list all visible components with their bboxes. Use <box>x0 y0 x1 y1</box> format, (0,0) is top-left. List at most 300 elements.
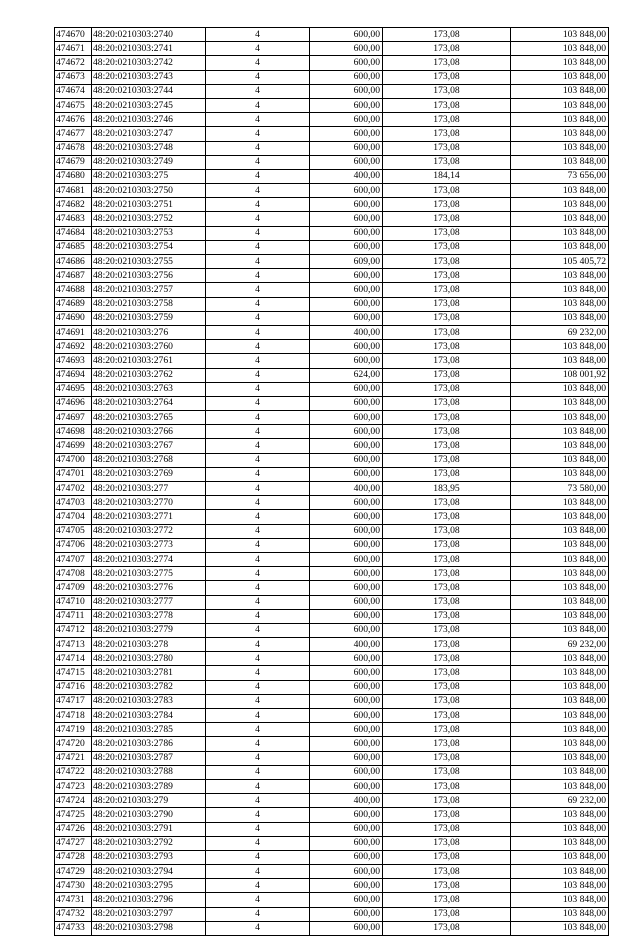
cadastral-number-cell: 48:20:0210303:2787 <box>92 751 206 765</box>
area-cell: 600,00 <box>310 411 383 425</box>
cadastral-number-cell: 48:20:0210303:2749 <box>92 155 206 169</box>
table-row <box>55 42 609 56</box>
area-cell: 624,00 <box>310 368 383 382</box>
row-number-cell: 474692 <box>55 340 92 354</box>
rate-cell: 173,08 <box>383 581 511 595</box>
category-cell: 4 <box>206 850 310 864</box>
rate-cell: 173,08 <box>383 808 511 822</box>
rate-cell: 173,08 <box>383 141 511 155</box>
area-cell: 600,00 <box>310 623 383 637</box>
value-cell: 103 848,00 <box>511 879 609 893</box>
table-row <box>55 779 609 793</box>
row-number-cell: 474730 <box>55 879 92 893</box>
cadastral-number-cell: 48:20:0210303:2775 <box>92 567 206 581</box>
table-body <box>55 28 609 936</box>
cadastral-number-cell: 48:20:0210303:2769 <box>92 467 206 481</box>
area-cell: 600,00 <box>310 198 383 212</box>
area-cell: 600,00 <box>310 84 383 98</box>
area-cell: 600,00 <box>310 680 383 694</box>
cadastral-number-cell: 48:20:0210303:2756 <box>92 269 206 283</box>
table-row <box>55 240 609 254</box>
cadastral-number-cell: 48:20:0210303:2752 <box>92 212 206 226</box>
row-number-cell: 474671 <box>55 42 92 56</box>
cadastral-number-cell: 48:20:0210303:2774 <box>92 552 206 566</box>
value-cell: 103 848,00 <box>511 836 609 850</box>
category-cell: 4 <box>206 269 310 283</box>
cadastral-number-cell: 48:20:0210303:2784 <box>92 709 206 723</box>
cadastral-number-cell: 48:20:0210303:2786 <box>92 737 206 751</box>
row-number-cell: 474720 <box>55 737 92 751</box>
area-cell: 600,00 <box>310 538 383 552</box>
value-cell: 103 848,00 <box>511 411 609 425</box>
rate-cell: 184,14 <box>383 169 511 183</box>
area-cell: 600,00 <box>310 850 383 864</box>
area-cell: 600,00 <box>310 822 383 836</box>
area-cell: 600,00 <box>310 113 383 127</box>
table-row <box>55 411 609 425</box>
table-row <box>55 822 609 836</box>
value-cell: 103 848,00 <box>511 737 609 751</box>
row-number-cell: 474688 <box>55 283 92 297</box>
table-row <box>55 609 609 623</box>
category-cell: 4 <box>206 751 310 765</box>
row-number-cell: 474719 <box>55 723 92 737</box>
rate-cell: 173,08 <box>383 765 511 779</box>
category-cell: 4 <box>206 240 310 254</box>
value-cell: 103 848,00 <box>511 623 609 637</box>
category-cell: 4 <box>206 411 310 425</box>
rate-cell: 173,08 <box>383 113 511 127</box>
cadastral-number-cell: 48:20:0210303:2781 <box>92 666 206 680</box>
cadastral-number-cell: 48:20:0210303:2761 <box>92 354 206 368</box>
area-cell: 600,00 <box>310 283 383 297</box>
cadastral-number-cell: 48:20:0210303:279 <box>92 794 206 808</box>
table-row <box>55 184 609 198</box>
rate-cell: 183,95 <box>383 482 511 496</box>
value-cell: 103 848,00 <box>511 439 609 453</box>
rate-cell: 173,08 <box>383 822 511 836</box>
cadastral-number-cell: 48:20:0210303:2750 <box>92 184 206 198</box>
rate-cell: 173,08 <box>383 325 511 339</box>
rate-cell: 173,08 <box>383 623 511 637</box>
rate-cell: 173,08 <box>383 907 511 921</box>
category-cell: 4 <box>206 638 310 652</box>
row-number-cell: 474699 <box>55 439 92 453</box>
row-number-cell: 474703 <box>55 496 92 510</box>
value-cell: 103 848,00 <box>511 42 609 56</box>
cadastral-number-cell: 48:20:0210303:276 <box>92 325 206 339</box>
value-cell: 103 848,00 <box>511 396 609 410</box>
table-row <box>55 567 609 581</box>
rate-cell: 173,08 <box>383 779 511 793</box>
table-row <box>55 765 609 779</box>
category-cell: 4 <box>206 652 310 666</box>
rate-cell: 173,08 <box>383 609 511 623</box>
area-cell: 600,00 <box>310 311 383 325</box>
table-row <box>55 155 609 169</box>
value-cell: 103 848,00 <box>511 921 609 935</box>
table-row <box>55 751 609 765</box>
category-cell: 4 <box>206 70 310 84</box>
row-number-cell: 474704 <box>55 510 92 524</box>
table-row <box>55 439 609 453</box>
category-cell: 4 <box>206 538 310 552</box>
area-cell: 600,00 <box>310 836 383 850</box>
rate-cell: 173,08 <box>383 666 511 680</box>
table-row <box>55 694 609 708</box>
category-cell: 4 <box>206 396 310 410</box>
cadastral-number-cell: 48:20:0210303:2776 <box>92 581 206 595</box>
area-cell: 600,00 <box>310 396 383 410</box>
area-cell: 600,00 <box>310 240 383 254</box>
value-cell: 103 848,00 <box>511 113 609 127</box>
row-number-cell: 474712 <box>55 623 92 637</box>
table-row <box>55 127 609 141</box>
value-cell: 103 848,00 <box>511 311 609 325</box>
cadastral-number-cell: 48:20:0210303:2740 <box>92 28 206 42</box>
area-cell: 600,00 <box>310 127 383 141</box>
cadastral-number-cell: 48:20:0210303:2772 <box>92 524 206 538</box>
cadastral-number-cell: 48:20:0210303:2748 <box>92 141 206 155</box>
cadastral-number-cell: 48:20:0210303:2789 <box>92 779 206 793</box>
row-number-cell: 474685 <box>55 240 92 254</box>
row-number-cell: 474733 <box>55 921 92 935</box>
rate-cell: 173,08 <box>383 127 511 141</box>
cadastral-number-cell: 48:20:0210303:2770 <box>92 496 206 510</box>
cadastral-number-cell: 48:20:0210303:2760 <box>92 340 206 354</box>
row-number-cell: 474670 <box>55 28 92 42</box>
area-cell: 600,00 <box>310 893 383 907</box>
value-cell: 103 848,00 <box>511 155 609 169</box>
table-row <box>55 865 609 879</box>
table-row <box>55 56 609 70</box>
rate-cell: 173,08 <box>383 794 511 808</box>
value-cell: 105 405,72 <box>511 255 609 269</box>
category-cell: 4 <box>206 921 310 935</box>
cadastral-number-cell: 48:20:0210303:275 <box>92 169 206 183</box>
rate-cell: 173,08 <box>383 184 511 198</box>
value-cell: 103 848,00 <box>511 765 609 779</box>
category-cell: 4 <box>206 524 310 538</box>
area-cell: 600,00 <box>310 28 383 42</box>
rate-cell: 173,08 <box>383 836 511 850</box>
value-cell: 103 848,00 <box>511 198 609 212</box>
row-number-cell: 474707 <box>55 552 92 566</box>
category-cell: 4 <box>206 283 310 297</box>
table-row <box>55 623 609 637</box>
value-cell: 103 848,00 <box>511 496 609 510</box>
table-row <box>55 907 609 921</box>
rate-cell: 173,08 <box>383 212 511 226</box>
area-cell: 600,00 <box>310 141 383 155</box>
table-row <box>55 709 609 723</box>
table-row <box>55 737 609 751</box>
row-number-cell: 474710 <box>55 595 92 609</box>
area-cell: 600,00 <box>310 879 383 893</box>
rate-cell: 173,08 <box>383 723 511 737</box>
area-cell: 600,00 <box>310 340 383 354</box>
category-cell: 4 <box>206 141 310 155</box>
area-cell: 600,00 <box>310 269 383 283</box>
rate-cell: 173,08 <box>383 850 511 864</box>
table-row <box>55 425 609 439</box>
area-cell: 600,00 <box>310 709 383 723</box>
rate-cell: 173,08 <box>383 709 511 723</box>
row-number-cell: 474698 <box>55 425 92 439</box>
rate-cell: 173,08 <box>383 538 511 552</box>
area-cell: 600,00 <box>310 184 383 198</box>
row-number-cell: 474673 <box>55 70 92 84</box>
area-cell: 400,00 <box>310 482 383 496</box>
area-cell: 600,00 <box>310 496 383 510</box>
table-row <box>55 113 609 127</box>
category-cell: 4 <box>206 198 310 212</box>
cadastral-number-cell: 48:20:0210303:2741 <box>92 42 206 56</box>
row-number-cell: 474700 <box>55 453 92 467</box>
table-row <box>55 169 609 183</box>
row-number-cell: 474689 <box>55 297 92 311</box>
rate-cell: 173,08 <box>383 921 511 935</box>
value-cell: 103 848,00 <box>511 56 609 70</box>
table-row <box>55 311 609 325</box>
row-number-cell: 474705 <box>55 524 92 538</box>
cadastral-number-cell: 48:20:0210303:2745 <box>92 98 206 112</box>
value-cell: 103 848,00 <box>511 779 609 793</box>
category-cell: 4 <box>206 425 310 439</box>
value-cell: 103 848,00 <box>511 538 609 552</box>
table-row <box>55 666 609 680</box>
value-cell: 103 848,00 <box>511 453 609 467</box>
area-cell: 600,00 <box>310 694 383 708</box>
area-cell: 600,00 <box>310 42 383 56</box>
rate-cell: 173,08 <box>383 694 511 708</box>
cadastral-number-cell: 48:20:0210303:2782 <box>92 680 206 694</box>
area-cell: 600,00 <box>310 723 383 737</box>
cadastral-number-cell: 48:20:0210303:2768 <box>92 453 206 467</box>
table-row <box>55 482 609 496</box>
table-row <box>55 198 609 212</box>
rate-cell: 173,08 <box>383 467 511 481</box>
area-cell: 600,00 <box>310 524 383 538</box>
row-number-cell: 474684 <box>55 226 92 240</box>
rate-cell: 173,08 <box>383 56 511 70</box>
row-number-cell: 474722 <box>55 765 92 779</box>
table-row <box>55 638 609 652</box>
table-row <box>55 921 609 935</box>
category-cell: 4 <box>206 623 310 637</box>
category-cell: 4 <box>206 808 310 822</box>
table-row <box>55 212 609 226</box>
cadastral-number-cell: 48:20:0210303:2762 <box>92 368 206 382</box>
rate-cell: 173,08 <box>383 70 511 84</box>
area-cell: 600,00 <box>310 212 383 226</box>
table-row <box>55 283 609 297</box>
rate-cell: 173,08 <box>383 297 511 311</box>
rate-cell: 173,08 <box>383 652 511 666</box>
value-cell: 69 232,00 <box>511 794 609 808</box>
category-cell: 4 <box>206 482 310 496</box>
value-cell: 103 848,00 <box>511 382 609 396</box>
cadastral-number-cell: 48:20:0210303:2777 <box>92 595 206 609</box>
cadastral-number-cell: 48:20:0210303:2764 <box>92 396 206 410</box>
value-cell: 103 848,00 <box>511 567 609 581</box>
rate-cell: 173,08 <box>383 496 511 510</box>
row-number-cell: 474686 <box>55 255 92 269</box>
area-cell: 600,00 <box>310 609 383 623</box>
row-number-cell: 474716 <box>55 680 92 694</box>
value-cell: 103 848,00 <box>511 581 609 595</box>
value-cell: 73 580,00 <box>511 482 609 496</box>
value-cell: 103 848,00 <box>511 340 609 354</box>
row-number-cell: 474702 <box>55 482 92 496</box>
category-cell: 4 <box>206 212 310 226</box>
table-row <box>55 28 609 42</box>
rate-cell: 173,08 <box>383 98 511 112</box>
rate-cell: 173,08 <box>383 510 511 524</box>
value-cell: 103 848,00 <box>511 680 609 694</box>
row-number-cell: 474709 <box>55 581 92 595</box>
area-cell: 600,00 <box>310 779 383 793</box>
row-number-cell: 474731 <box>55 893 92 907</box>
cadastral-number-cell: 48:20:0210303:2778 <box>92 609 206 623</box>
category-cell: 4 <box>206 709 310 723</box>
table-row <box>55 269 609 283</box>
category-cell: 4 <box>206 666 310 680</box>
cadastral-number-cell: 48:20:0210303:278 <box>92 638 206 652</box>
area-cell: 600,00 <box>310 70 383 84</box>
rate-cell: 173,08 <box>383 865 511 879</box>
row-number-cell: 474701 <box>55 467 92 481</box>
value-cell: 103 848,00 <box>511 652 609 666</box>
area-cell: 600,00 <box>310 765 383 779</box>
value-cell: 103 848,00 <box>511 283 609 297</box>
cadastral-number-cell: 48:20:0210303:2791 <box>92 822 206 836</box>
area-cell: 600,00 <box>310 652 383 666</box>
area-cell: 400,00 <box>310 169 383 183</box>
rate-cell: 173,08 <box>383 283 511 297</box>
value-cell: 103 848,00 <box>511 98 609 112</box>
category-cell: 4 <box>206 694 310 708</box>
value-cell: 69 232,00 <box>511 638 609 652</box>
rate-cell: 173,08 <box>383 198 511 212</box>
category-cell: 4 <box>206 297 310 311</box>
area-cell: 600,00 <box>310 921 383 935</box>
table-row <box>55 340 609 354</box>
area-cell: 600,00 <box>310 155 383 169</box>
rate-cell: 173,08 <box>383 411 511 425</box>
table-row <box>55 652 609 666</box>
cadastral-number-cell: 48:20:0210303:2780 <box>92 652 206 666</box>
value-cell: 103 848,00 <box>511 269 609 283</box>
cadastral-number-cell: 48:20:0210303:2767 <box>92 439 206 453</box>
category-cell: 4 <box>206 595 310 609</box>
area-cell: 600,00 <box>310 808 383 822</box>
value-cell: 103 848,00 <box>511 808 609 822</box>
cadastral-number-cell: 48:20:0210303:2766 <box>92 425 206 439</box>
value-cell: 103 848,00 <box>511 510 609 524</box>
category-cell: 4 <box>206 42 310 56</box>
cadastral-number-cell: 48:20:0210303:2783 <box>92 694 206 708</box>
table-row <box>55 226 609 240</box>
category-cell: 4 <box>206 836 310 850</box>
rate-cell: 173,08 <box>383 552 511 566</box>
cadastral-number-cell: 48:20:0210303:2743 <box>92 70 206 84</box>
category-cell: 4 <box>206 127 310 141</box>
table-row <box>55 141 609 155</box>
value-cell: 103 848,00 <box>511 822 609 836</box>
category-cell: 4 <box>206 184 310 198</box>
area-cell: 600,00 <box>310 552 383 566</box>
value-cell: 108 001,92 <box>511 368 609 382</box>
rate-cell: 173,08 <box>383 311 511 325</box>
rate-cell: 173,08 <box>383 737 511 751</box>
rate-cell: 173,08 <box>383 524 511 538</box>
row-number-cell: 474717 <box>55 694 92 708</box>
rate-cell: 173,08 <box>383 155 511 169</box>
row-number-cell: 474711 <box>55 609 92 623</box>
rate-cell: 173,08 <box>383 354 511 368</box>
rate-cell: 173,08 <box>383 879 511 893</box>
cadastral-number-cell: 48:20:0210303:2792 <box>92 836 206 850</box>
category-cell: 4 <box>206 255 310 269</box>
table-row <box>55 354 609 368</box>
table-row <box>55 325 609 339</box>
cadastral-number-cell: 48:20:0210303:2747 <box>92 127 206 141</box>
value-cell: 103 848,00 <box>511 70 609 84</box>
area-cell: 600,00 <box>310 865 383 879</box>
cadastral-number-cell: 48:20:0210303:2788 <box>92 765 206 779</box>
table-row <box>55 368 609 382</box>
cadastral-number-cell: 48:20:0210303:2746 <box>92 113 206 127</box>
value-cell: 103 848,00 <box>511 212 609 226</box>
value-cell: 103 848,00 <box>511 723 609 737</box>
cadastral-number-cell: 48:20:0210303:2742 <box>92 56 206 70</box>
table-row <box>55 879 609 893</box>
row-number-cell: 474691 <box>55 325 92 339</box>
row-number-cell: 474676 <box>55 113 92 127</box>
cadastral-number-cell: 48:20:0210303:2797 <box>92 907 206 921</box>
rate-cell: 173,08 <box>383 382 511 396</box>
row-number-cell: 474726 <box>55 822 92 836</box>
cadastral-number-cell: 48:20:0210303:2773 <box>92 538 206 552</box>
value-cell: 103 848,00 <box>511 595 609 609</box>
rate-cell: 173,08 <box>383 638 511 652</box>
row-number-cell: 474679 <box>55 155 92 169</box>
cadastral-number-cell: 48:20:0210303:2763 <box>92 382 206 396</box>
table-row <box>55 453 609 467</box>
area-cell: 600,00 <box>310 354 383 368</box>
category-cell: 4 <box>206 907 310 921</box>
value-cell: 103 848,00 <box>511 666 609 680</box>
category-cell: 4 <box>206 226 310 240</box>
cadastral-number-cell: 48:20:0210303:2798 <box>92 921 206 935</box>
category-cell: 4 <box>206 865 310 879</box>
row-number-cell: 474724 <box>55 794 92 808</box>
value-cell: 103 848,00 <box>511 609 609 623</box>
value-cell: 103 848,00 <box>511 893 609 907</box>
row-number-cell: 474693 <box>55 354 92 368</box>
value-cell: 103 848,00 <box>511 141 609 155</box>
table-row <box>55 794 609 808</box>
rate-cell: 173,08 <box>383 368 511 382</box>
area-cell: 600,00 <box>310 567 383 581</box>
category-cell: 4 <box>206 822 310 836</box>
table-row <box>55 467 609 481</box>
category-cell: 4 <box>206 581 310 595</box>
value-cell: 103 848,00 <box>511 709 609 723</box>
category-cell: 4 <box>206 28 310 42</box>
row-number-cell: 474678 <box>55 141 92 155</box>
